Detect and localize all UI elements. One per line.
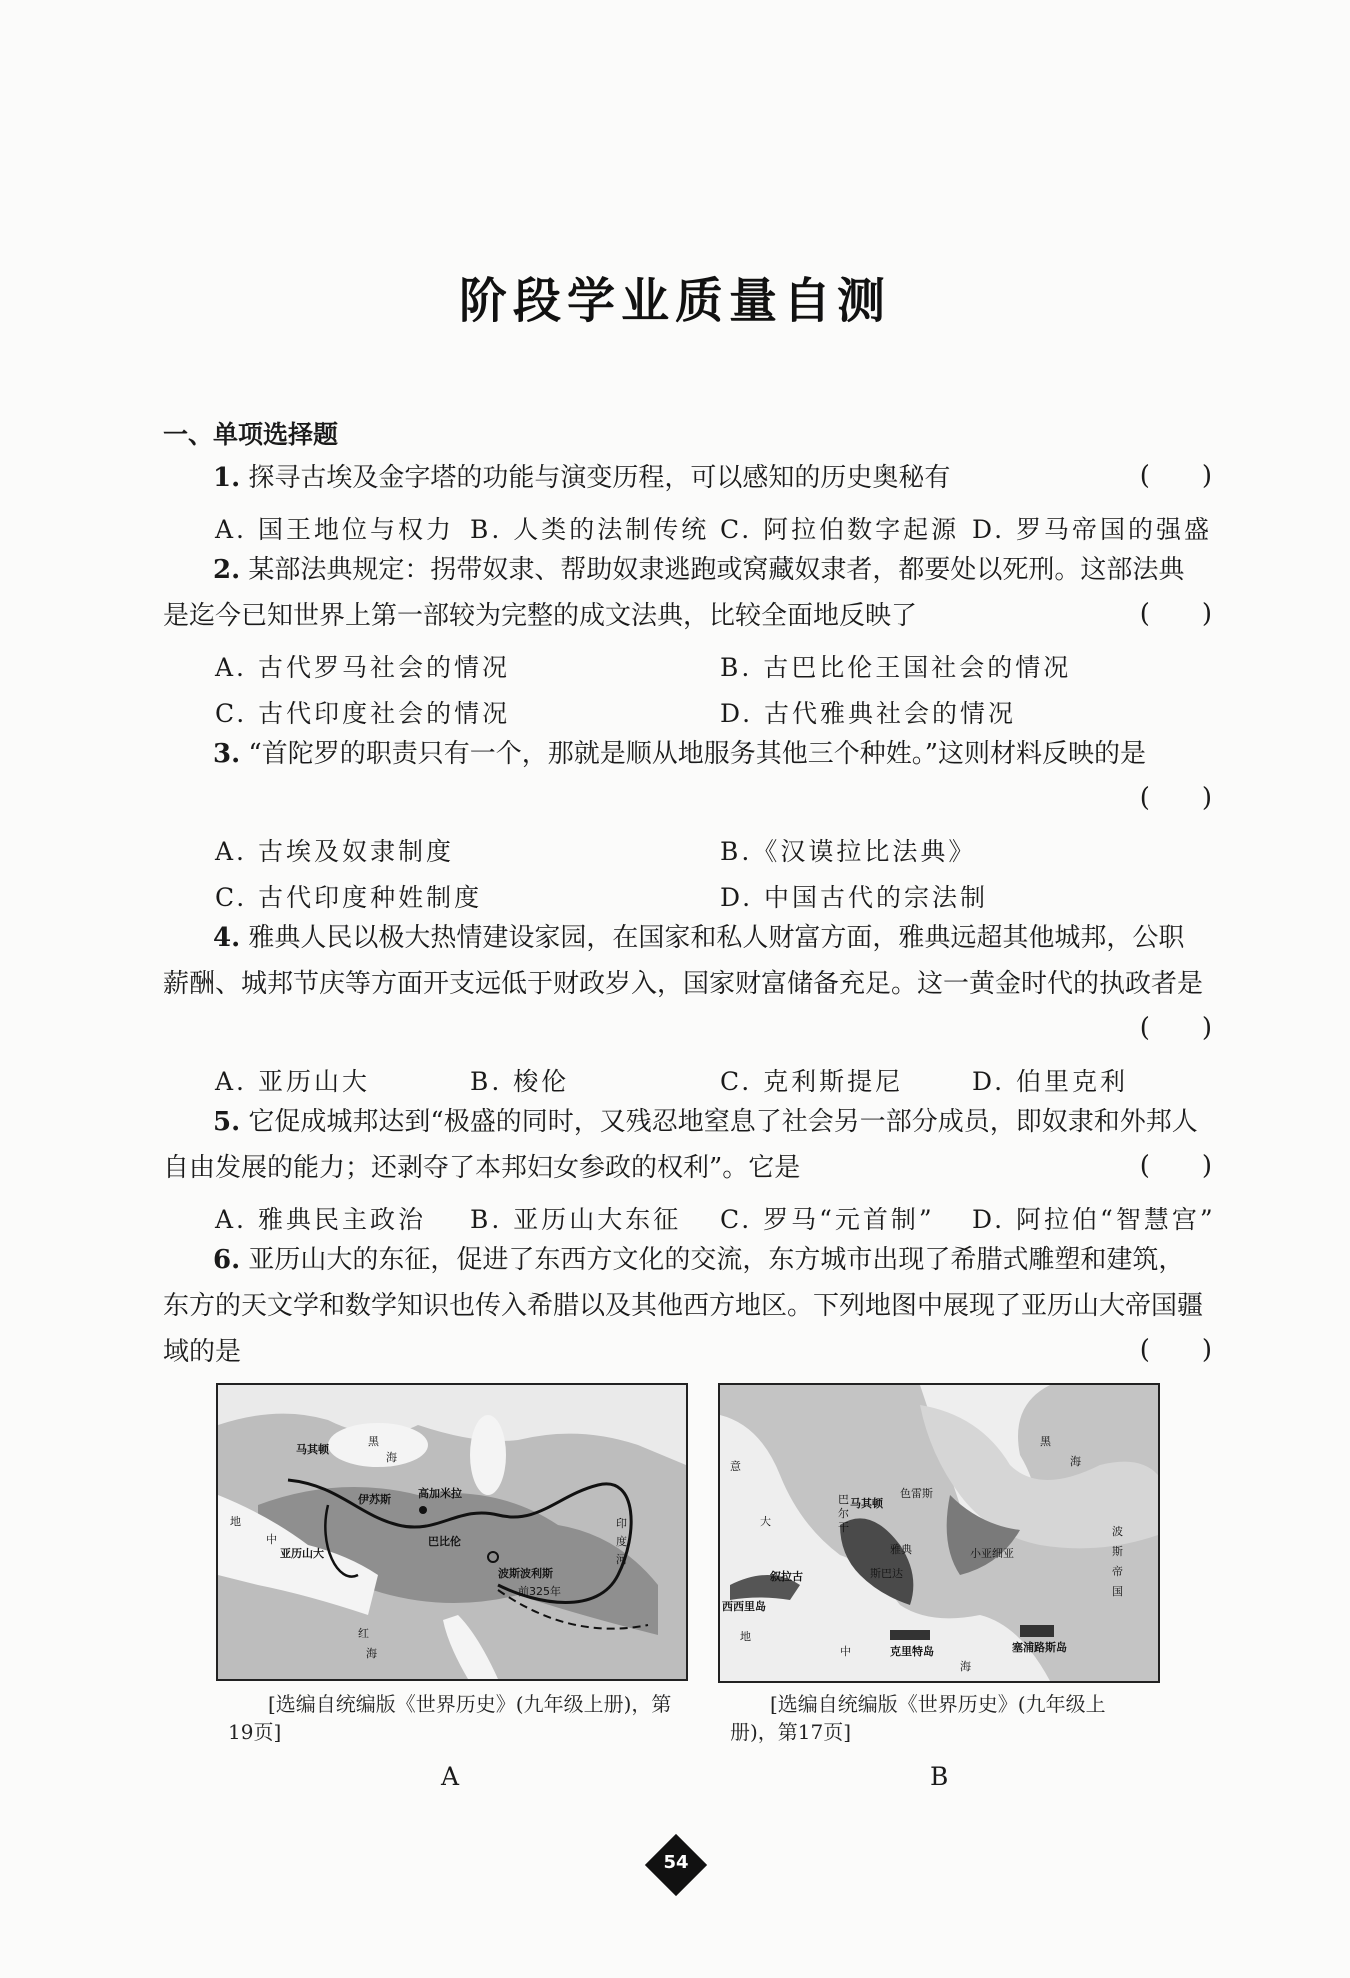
map-label: 塞浦路斯岛 (1012, 1641, 1067, 1654)
option-b: B.《汉谟拉比法典》 (720, 837, 977, 866)
map-label: 克里特岛 (890, 1645, 934, 1658)
map-label: 帝 (1112, 1565, 1123, 1578)
map-label: 西西里岛 (722, 1600, 766, 1613)
option-a: A. 国王地位与权力 (215, 515, 454, 544)
map-label: 色雷斯 (900, 1487, 933, 1500)
question-3 (163, 731, 1207, 777)
map-b-letter: B (930, 1762, 949, 1791)
map-label: 海 (960, 1660, 971, 1673)
map-label: 波 (1112, 1525, 1123, 1538)
map-label: 地 (740, 1630, 751, 1643)
option-c: C. 罗马“元首制” (720, 1205, 935, 1234)
map-label: 黑 (368, 1435, 379, 1448)
map-label: 亚历山大 (280, 1547, 324, 1560)
map-label: 巴比伦 (428, 1535, 461, 1548)
option-c: C. 古代印度种姓制度 (215, 883, 483, 912)
map-label: 大 (760, 1515, 771, 1528)
option-d: D. 阿拉伯“智慧宫” (972, 1205, 1216, 1234)
option-a: A. 亚历山大 (215, 1067, 370, 1096)
option-b: B. 人类的法制传统 (470, 515, 710, 544)
option-b: B. 亚历山大东征 (470, 1205, 682, 1234)
map-a-drawing (218, 1385, 686, 1679)
answer-bracket: ( ) (1139, 1151, 1212, 1181)
map-label: 国 (1112, 1585, 1123, 1598)
question-5 (163, 1099, 1207, 1191)
map-label: 海 (366, 1647, 377, 1660)
question-number: 3. (213, 739, 241, 769)
option-d: D. 罗马帝国的强盛 (972, 515, 1213, 544)
question-number: 4. (213, 923, 241, 953)
option-c: C. 古代印度社会的情况 (215, 699, 511, 728)
map-label: 尔 (838, 1507, 849, 1520)
map-a-letter: A (441, 1762, 460, 1791)
map-label: 海 (386, 1451, 397, 1464)
question-4 (163, 915, 1207, 1007)
option-b: B. 古巴比伦王国社会的情况 (720, 653, 1072, 682)
option-d: D. 中国古代的宗法制 (720, 883, 989, 912)
map-label: 地 (230, 1515, 241, 1528)
question-stem: 雅典人民以极大热情建设家园，在国家和私人财富方面，雅典远超其他城邦，公职薪酬、城邦节庆等方面开支远低于财政岁入，国家财富储备充足。这一黄金时代的执政者是 (163, 923, 1204, 999)
option-a: A. 雅典民主政治 (215, 1205, 426, 1234)
option-a: A. 古代罗马社会的情况 (215, 653, 510, 682)
map-a (216, 1383, 688, 1681)
map-label: 斯巴达 (870, 1567, 903, 1580)
map-label: 巴 (838, 1493, 849, 1506)
map-label: 雅典 (890, 1543, 912, 1556)
option-d: D. 伯里克利 (972, 1067, 1129, 1096)
question-number: 5. (213, 1107, 241, 1137)
map-label: 红 (358, 1627, 369, 1640)
question-number: 6. (213, 1245, 241, 1275)
option-c: C. 阿拉伯数字起源 (720, 515, 960, 544)
question-6 (163, 1237, 1207, 1375)
map-label: 伊苏斯 (358, 1493, 391, 1506)
section-heading: 一、单项选择题 (163, 420, 339, 449)
map-label: 海 (1070, 1455, 1081, 1468)
option-c: C. 克利斯提尼 (720, 1067, 904, 1096)
map-a-caption: [选编自统编版《世界历史》(九年级上册)，第19页] (228, 1692, 672, 1744)
map-b-drawing (720, 1385, 1158, 1681)
map-label: 度 (616, 1535, 627, 1548)
map-label: 小亚细亚 (970, 1547, 1014, 1560)
answer-bracket: ( ) (1139, 783, 1212, 813)
map-label: 中 (266, 1533, 277, 1546)
option-d: D. 古代雅典社会的情况 (720, 699, 1017, 728)
map-label: 印 (616, 1517, 627, 1530)
map-b (718, 1383, 1160, 1683)
answer-bracket: ( ) (1139, 1013, 1212, 1043)
question-1 (163, 455, 1207, 501)
map-label: 中 (840, 1645, 851, 1658)
answer-bracket: ( ) (1139, 599, 1212, 629)
map-label: 黑 (1040, 1435, 1051, 1448)
page-number: 54 (663, 1852, 689, 1873)
question-2 (163, 547, 1207, 639)
question-stem: “首陀罗的职责只有一个，那就是顺从地服务其他三个种姓。”这则材料反映的是 (248, 739, 1147, 769)
map-label: 叙拉古 (770, 1570, 803, 1583)
map-label: 高加米拉 (418, 1487, 462, 1500)
map-label: 斯 (1112, 1545, 1123, 1558)
page-title: 阶段学业质量自测 (458, 273, 891, 329)
map-label: 马其顿 (850, 1497, 883, 1510)
map-label: 波斯波利斯 (498, 1567, 553, 1580)
map-label: 前325年 (518, 1585, 561, 1598)
question-stem: 某部法典规定：拐带奴隶、帮助奴隶逃跑或窝藏奴隶者，都要处以死刑。这部法典是迄今已知世界上第一部较为完整的成文法典，比较全面地反映了 (163, 555, 1185, 631)
question-stem: 亚历山大的东征，促进了东西方文化的交流，东方城市出现了希腊式雕塑和建筑，东方的天文学和数学知识也传入希腊以及其他西方地区。下列地图中展现了亚历山大帝国疆域的是 (163, 1245, 1204, 1367)
answer-bracket: ( ) (1139, 1335, 1212, 1365)
question-stem: 它促成城邦达到“极盛的同时，又残忍地窒息了社会另一部分成员，即奴隶和外邦人自由发展的能力；还剥夺了本邦妇女参政的权利”。它是 (163, 1107, 1198, 1183)
answer-bracket: ( ) (1139, 461, 1212, 491)
option-a: A. 古埃及奴隶制度 (215, 837, 454, 866)
map-label: 干 (838, 1521, 849, 1534)
map-label: 河 (616, 1553, 627, 1566)
map-label: 意 (730, 1460, 741, 1473)
option-b: B. 梭伦 (470, 1067, 570, 1096)
map-b-caption: [选编自统编版《世界历史》(九年级上册)，第17页] (730, 1692, 1106, 1744)
question-number: 2. (213, 555, 241, 585)
question-stem: 探寻古埃及金字塔的功能与演变历程，可以感知的历史奥秘有 (248, 463, 951, 493)
map-label: 马其顿 (296, 1443, 329, 1456)
question-number: 1. (213, 463, 241, 493)
